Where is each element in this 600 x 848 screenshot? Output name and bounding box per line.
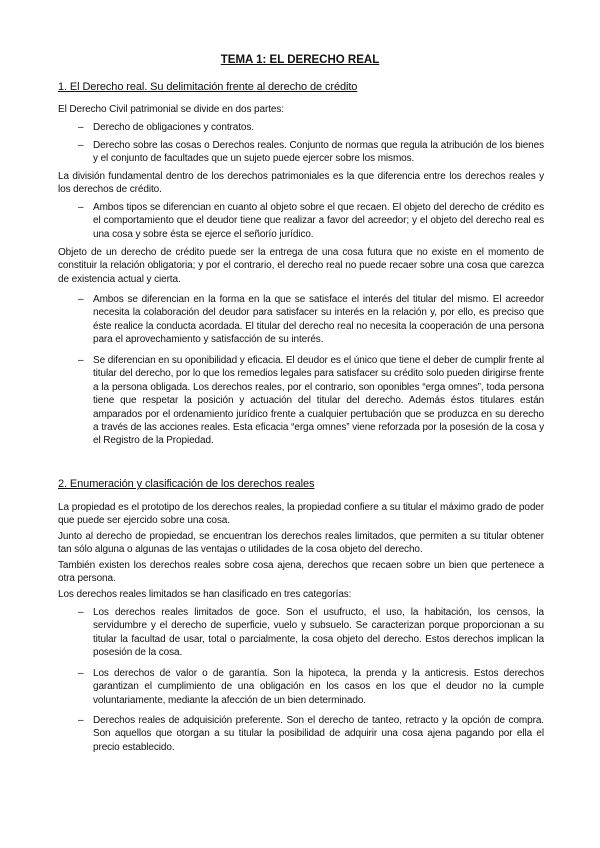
section-1-heading: 1. El Derecho real. Su delimitación frente al derecho de crédito bbox=[58, 81, 358, 93]
list-item-text: Derecho sobre las cosas o Derechos reales. Conjunto de normas que regula la atribución de los bienes y el conjunto de facultades que un sujeto puede ejercer sobre los mismos. bbox=[93, 140, 544, 165]
section-2-heading: 2. Enumeración y clasificación de los derechos reales bbox=[58, 478, 315, 490]
property-paragraph: La propiedad es el prototipo de los derechos reales, la propiedad confiere a su titular el máximo grado de poder que puede ser ejercido sobre una cosa. bbox=[58, 502, 544, 527]
list-item-text: Se diferencian en su oponibilidad y eficacia. El deudor es el único que tiene el deber de cumplir frente al titular del derecho, por lo que los remedios legales para satisfacer su crédito solo pueden dirigirse frente a la persona obligada. Los derechos reales, por el contrario, son oponibles “erga omnes”, toda persona tiene que respetar la posición y actuación del titular del derecho. Además éstos titulares están amparados por el ordenamiento jurídico frente a cualquier pertubación que se produzca en su derecho a través de las acciones reales. Esta eficacia “erga omnes” viene reforzada por la posesión de la cosa y el Registro de la Propiedad. bbox=[93, 355, 544, 447]
list-item bbox=[78, 121, 544, 134]
limited-rights-paragraph: Junto al derecho de propiedad, se encuentran los derechos reales limitados, que permiten a su titular obtener tan sólo alguna o algunas de las ventajas o utilidades de la cosa objeto del derecho. bbox=[58, 531, 544, 556]
categories-intro-paragraph: Los derechos reales limitados se han clasificado en tres categorías: bbox=[58, 589, 352, 600]
list-item bbox=[78, 606, 544, 660]
dash-marker: – bbox=[78, 202, 84, 213]
list-item-text: Derecho de obligaciones y contratos. bbox=[93, 122, 254, 133]
list-item-text: Los derechos reales limitados de goce. Son el usufructo, el uso, la habitación, los censos, la servidumbre y el derecho de superficie, vuelo y subsuelo. Se caracterizan porque proporcionan a su titular la facultad de usar, total o parcialmente, la cosa objeto del derecho. Estos derechos implican la posesión de la cosa. bbox=[93, 607, 544, 659]
division-paragraph: La división fundamental dentro de los derechos patrimoniales es la que diferencia entre los derechos reales y los derechos de crédito. bbox=[58, 171, 544, 196]
intro-paragraph: El Derecho Civil patrimonial se divide en dos partes: bbox=[58, 104, 284, 115]
list-item-text: Ambos se diferencian en la forma en la que se satisface el interés del titular del mismo. El acreedor necesita la colaboración del deudor para satisfacer su interés en la relación y, por ello, es preciso que éste realice la conducta acordada. El titular del derecho real no necesita la cooperación de una persona para el aprovechamiento y satisfacción de su interés. bbox=[93, 294, 544, 346]
dash-marker: – bbox=[78, 122, 84, 133]
page-title: TEMA 1: EL DERECHO REAL bbox=[220, 54, 380, 66]
list-item-text: Ambos tipos se diferencian en cuanto al objeto sobre el que recaen. El objeto del derecho de crédito es el comportamiento que el deudor tiene que realizar a favor del acreedor; y el objeto del derecho real es una cosa y sobre ésta se ejerce el señorío jurídico. bbox=[93, 202, 544, 240]
list-item bbox=[78, 139, 544, 166]
list-item bbox=[78, 714, 544, 754]
dash-marker: – bbox=[78, 140, 84, 151]
list-item-text: Los derechos de valor o de garantía. Son la hipoteca, la prenda y la anticresis. Estos derechos garantizan el cumplimiento de una obligación en los casos en los que el deudor no la cumple voluntariamente, mediante la afección de un bien determinado. bbox=[93, 668, 544, 706]
credit-object-paragraph: Objeto de un derecho de crédito puede ser la entrega de una cosa futura que no existe en el momento de constituir la relación obligatoria; y por el contrario, el derecho real no puede recaer sobre una cosa que carezca de existencia actual y cierta. bbox=[58, 247, 544, 285]
list-item bbox=[78, 667, 544, 707]
dash-marker: – bbox=[78, 668, 84, 679]
dash-marker: – bbox=[78, 355, 84, 366]
foreign-rights-paragraph: También existen los derechos reales sobre cosa ajena, derechos que recaen sobre un bien que pertenece a otra persona. bbox=[58, 560, 544, 585]
dash-marker: – bbox=[78, 715, 84, 726]
list-item-text: Derechos reales de adquisición preferente. Son el derecho de tanteo, retracto y la opción de compra. Son aquellos que otorgan a su titular la posibilidad de adquirir una cosa ajena pagando por ella el precio establecido. bbox=[93, 715, 544, 753]
list-item bbox=[78, 201, 544, 241]
dash-marker: – bbox=[78, 294, 84, 305]
list-item bbox=[78, 354, 544, 448]
dash-marker: – bbox=[78, 607, 84, 618]
list-item bbox=[78, 293, 544, 347]
